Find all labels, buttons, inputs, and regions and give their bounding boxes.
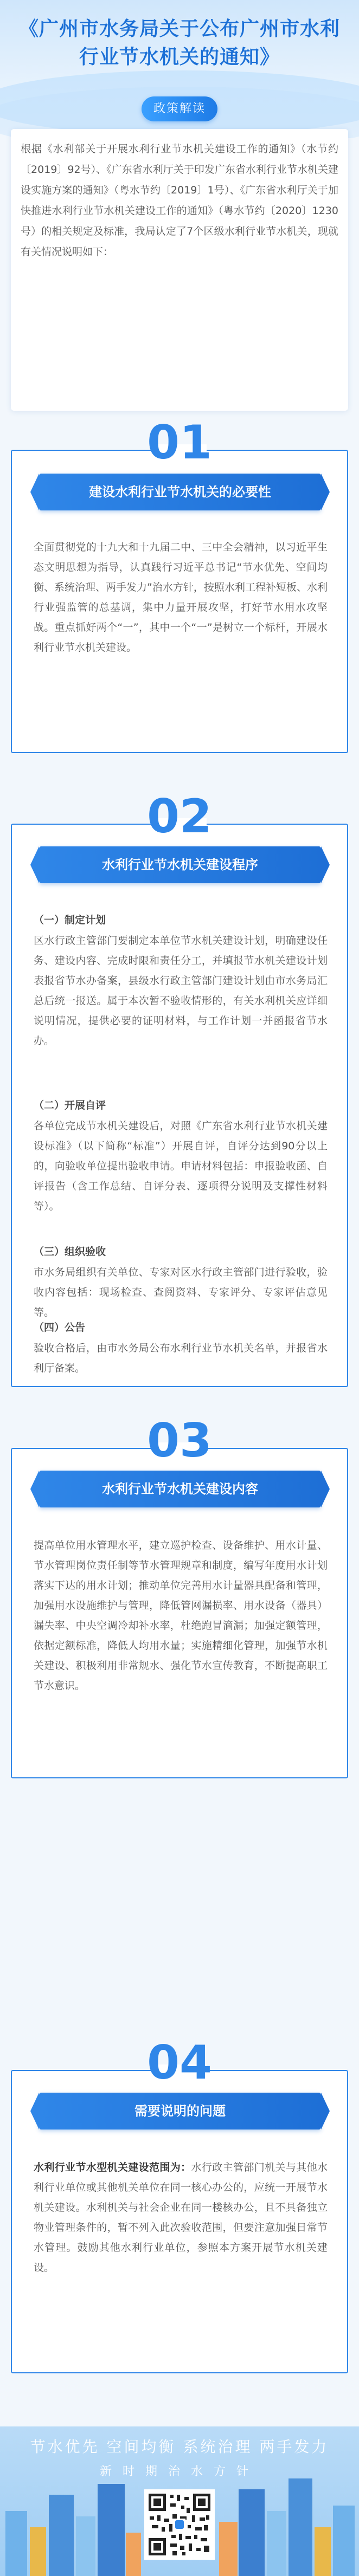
section-text: 区水行政主管部门要制定本单位节水机关建设计划，明确建设任务、建设内容、完成时限和责任分工，并填报节水机关建设计划表报省节水办备案，县级水行政主管部门建设计划由市水务局汇总后统一报送。属于本次暂不验收情形的，有关水利机关应详细说明情况，提供必要的证明材料，与工作计划一并函报省节水办。 <box>34 935 328 1047</box>
subheading: （一）制定计划 <box>34 914 106 926</box>
building-shape <box>49 2495 74 2576</box>
building-shape <box>289 2478 312 2576</box>
qr-code-icon <box>146 2491 213 2558</box>
building-shape <box>98 2484 125 2576</box>
section-title-text: 建设水利行业节水机关的必要性 <box>89 484 271 500</box>
qr-code <box>144 2489 215 2560</box>
section-text: 市水务局组织有关单位、专家对区水行政主管部门进行验收，验收内容包括：现场检查、查阅资料、专家评分、专家评估意见等。 <box>34 1266 328 1318</box>
section-card-01 <box>11 450 348 753</box>
footer-subslogan: 新时期治水方针 <box>99 2465 259 2478</box>
section-text-body: 水行政主管部门机关与其他水利行业单位或其他机关单位在同一核心办公的，应统一开展节水机关建设。水利机关与社会企业在同一楼核办公，且不具备独立物业管理条件的，暂不列入此次验收范围，但要注意加强日常节水管理。鼓励其他水利行业单位，参照本方案开展节水机关建设。 <box>34 2161 328 2274</box>
section-number: 03 <box>147 1414 212 1468</box>
section-text: 验收合格后，由市水务局公布水利行业节水机关名单，并报省水利厅备案。 <box>34 1342 328 1374</box>
section-card-04 <box>11 2070 348 2373</box>
footer-banner <box>0 2426 359 2576</box>
section-title <box>39 846 321 883</box>
building-shape <box>315 2527 331 2576</box>
subheading: （三）组织验收 <box>34 1246 106 1258</box>
policy-badge: 政策解读 <box>142 96 217 121</box>
building-shape <box>5 2511 27 2576</box>
subheading: （四）公告 <box>34 1322 86 1334</box>
section-card-03 <box>11 1448 348 1778</box>
section-title-text: 水利行业节水机关建设程序 <box>102 857 258 872</box>
building-shape <box>267 2511 286 2576</box>
section-card-02 <box>11 824 348 1387</box>
section-text: 提高单位用水管理水平，建立巡护检查、设备维护、用水计量、节水管理岗位责任制等节水管理规章和制度，编写年度用水计划落实下达的用水计划；推动单位完善用水计量器具配备和管理，加强用水设施维护与管理，降低管网漏损率、用水设备（器具）漏失率、中央空调冷却补水率，杜绝跑冒滴漏；加强定额管理，依据定额标准，降低人均用水量；实施精细化管理，加强节水机关建设、积极利用非常规水、强化节水宣传教育，不断提高职工节水意识。 <box>34 1539 328 1692</box>
section-title <box>39 1471 321 1507</box>
section-text: 各单位完成节水机关建设后，对照《广东省水利行业节水机关建设标准》（以下简称“标准”）开展自评，自评分达到90分以上的，向验收单位提出验收申请。申请材料包括：申报验收函、自评报告（含工作总结、自评分表、逐项得分说明及支撑性材料等）。 <box>34 1120 328 1212</box>
section-lead: 水利行业节水型机关建设范围为： <box>34 2161 191 2173</box>
header-banner <box>0 0 359 138</box>
building-shape <box>219 2522 238 2576</box>
building-shape <box>333 2506 355 2576</box>
subheading: （二）开展自评 <box>34 1099 106 1111</box>
section-number: 02 <box>147 789 212 844</box>
section-title-text: 需要说明的问题 <box>134 2103 226 2119</box>
building-shape <box>76 2516 95 2576</box>
building-shape <box>30 2527 46 2576</box>
section-text: 全面贯彻党的十九大和十九届二中、三中全会精神，以习近平生态文明思想为指导，认真践行习近平总书记“节水优先、空间均衡、系统治理、两手发力”治水方针，按照水利工程补短板、水利行业强监管的总基调，集中力量开展攻坚，打好节水用水攻坚战。重点抓好两个“一”，其中一个“一”是树立一个标杆，开展水利行业节水机关建设。 <box>34 541 328 653</box>
section-text <box>34 2158 328 2278</box>
section-title-text: 水利行业节水机关建设内容 <box>102 1481 258 1497</box>
section-title <box>39 2093 321 2130</box>
section-number: 04 <box>147 2036 212 2090</box>
footer-slogan: 节水优先 空间均衡 系统治理 两手发力 <box>30 2438 329 2456</box>
page-title: 《广州市水务局关于公布广州市水利行业节水机关的通知》 <box>18 18 340 68</box>
building-shape <box>239 2489 265 2576</box>
intro-text: 根据《水利部关于开展水利行业节水机关建设工作的通知》（水节约〔2019〕92号）、《广东省水利厅关于印发广东省水利行业节水机关建设实施方案的通知》（粤水节约〔2019〕1号）、《广东省水利厅关于加快推进水利行业节水机关建设工作的通知》（粤水节约〔2020〕1230号）的相关规定及标准，我局认定了7个区级水利行业节水机关，现就有关情况说明如下： <box>21 143 338 258</box>
section-number: 01 <box>147 416 212 470</box>
intro-panel <box>11 129 348 411</box>
section-title <box>39 474 321 510</box>
building-shape <box>126 2533 141 2576</box>
